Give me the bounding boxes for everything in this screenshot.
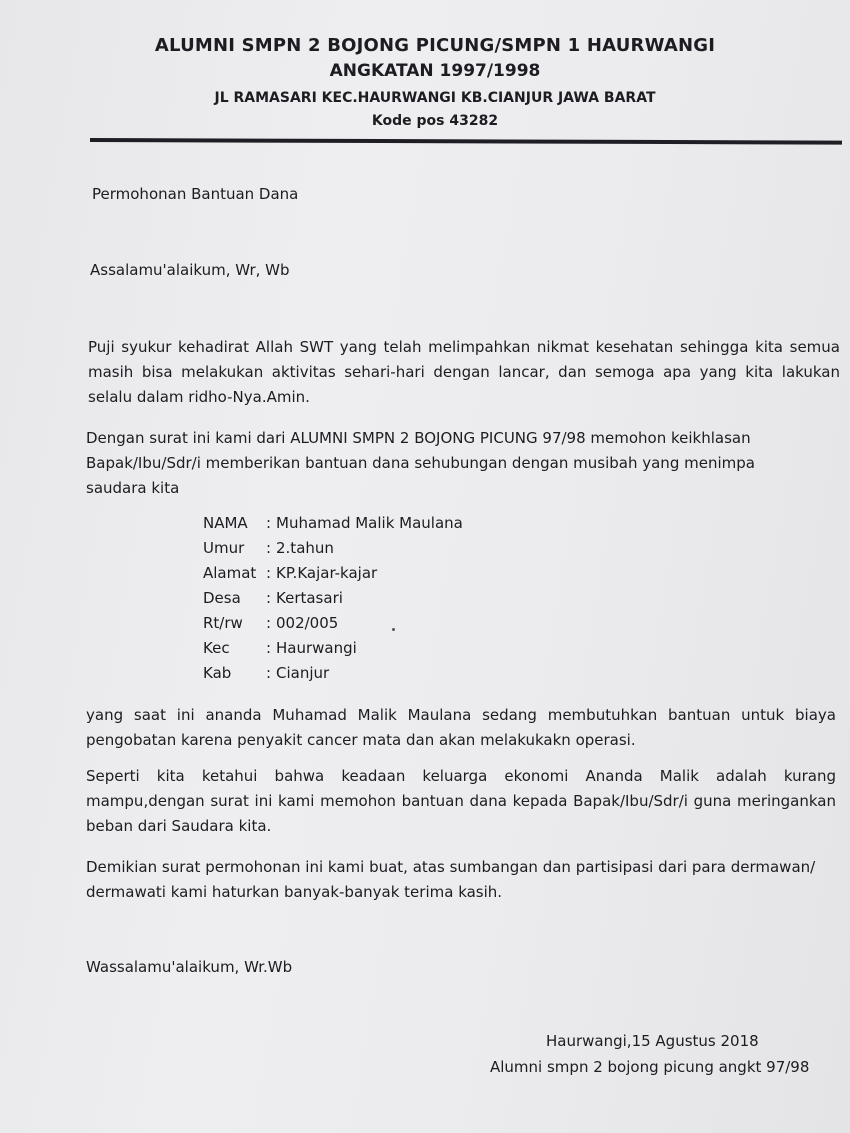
letterhead (90, 34, 780, 132)
paragraph-opening: Puji syukur kehadirat Allah SWT yang telah melimpahkan nikmat kesehatan sehingga kita semua masih bisa melakukan aktivitas sehari-hari dengan lancar, dan semoga apa yang kita lakukan selalu dalam ridho-Nya.Amin. (88, 338, 840, 406)
detail-separator: : (266, 639, 272, 657)
letter-signer: Alumni smpn 2 bojong picung angkt 97/98 (490, 1058, 810, 1076)
detail-label: Kec (203, 639, 230, 657)
detail-separator: : (266, 614, 272, 632)
detail-value: Kertasari (276, 589, 343, 607)
detail-row-alamat (203, 561, 463, 586)
paragraph-request: Dengan surat ini kami dari ALUMNI SMPN 2 BOJONG PICUNG 97/98 memohon keikhlasan Bapak/Ibu/Sdr/i memberikan bantuan dana sehubungan dengan musibah yang menimpa saudara kita (86, 429, 755, 497)
paragraph-thanks: Demikian surat permohonan ini kami buat, atas sumbangan dan partisipasi dari para dermawan/ dermawati kami haturkan banyak-banyak terima kasih. (86, 858, 816, 901)
detail-label: Desa (203, 589, 241, 607)
detail-separator: : (266, 664, 272, 682)
detail-row-nama (203, 511, 463, 536)
beneficiary-details (203, 511, 463, 686)
detail-value: 2.tahun (276, 539, 334, 557)
detail-separator: : (266, 514, 272, 532)
letterhead-organization: ALUMNI SMPN 2 BOJONG PICUNG/SMPN 1 HAURWANGI (154, 35, 716, 56)
paragraph-condition: yang saat ini ananda Muhamad Malik Maulana sedang membutuhkan bantuan untuk biaya pengobatan karena penyakit cancer mata dan akan melakukakn operasi. (86, 706, 836, 749)
detail-label: Rt/rw (203, 614, 243, 632)
detail-label: Alamat (203, 564, 257, 582)
detail-label: NAMA (203, 514, 248, 532)
detail-separator: : (266, 564, 272, 582)
letter-place-date: Haurwangi,15 Agustus 2018 (546, 1032, 759, 1050)
detail-value: Muhamad Malik Maulana (276, 514, 463, 532)
detail-row-umur (203, 536, 463, 561)
letterhead-postal-code: Kode pos 43282 (371, 113, 499, 129)
letter-subject: Permohonan Bantuan Dana (92, 185, 299, 203)
letterhead-address: JL RAMASARI KEC.HAURWANGI KB.CIANJUR JAWA BARAT (214, 90, 656, 106)
detail-value: Cianjur (276, 664, 330, 682)
detail-label: Kab (203, 664, 232, 682)
letter-greeting: Assalamu'alaikum, Wr, Wb (90, 261, 290, 279)
detail-label: Umur (203, 539, 245, 557)
detail-row-desa (203, 586, 463, 611)
detail-value: Haurwangi (276, 639, 357, 657)
letterhead-class-year: ANGKATAN 1997/1998 (329, 61, 541, 81)
detail-value: KP.Kajar-kajar (276, 564, 378, 582)
detail-separator: : (266, 539, 272, 557)
detail-value: 002/005 (276, 614, 339, 632)
paragraph-economy: Seperti kita ketahui bahwa keadaan keluarga ekonomi Ananda Malik adalah kurang mampu,dengan surat ini kami memohon bantuan dana kepada Bapak/Ibu/Sdr/i guna meringankan beban dari Saudara kita. (86, 767, 836, 835)
letterhead-divider (90, 138, 842, 145)
detail-row-kec (203, 636, 463, 661)
detail-separator: : (266, 589, 272, 607)
paper-speck (392, 628, 395, 631)
detail-row-kab (203, 661, 463, 686)
letter-closing: Wassalamu'alaikum, Wr.Wb (86, 958, 293, 976)
detail-row-rt-rw (203, 611, 463, 636)
